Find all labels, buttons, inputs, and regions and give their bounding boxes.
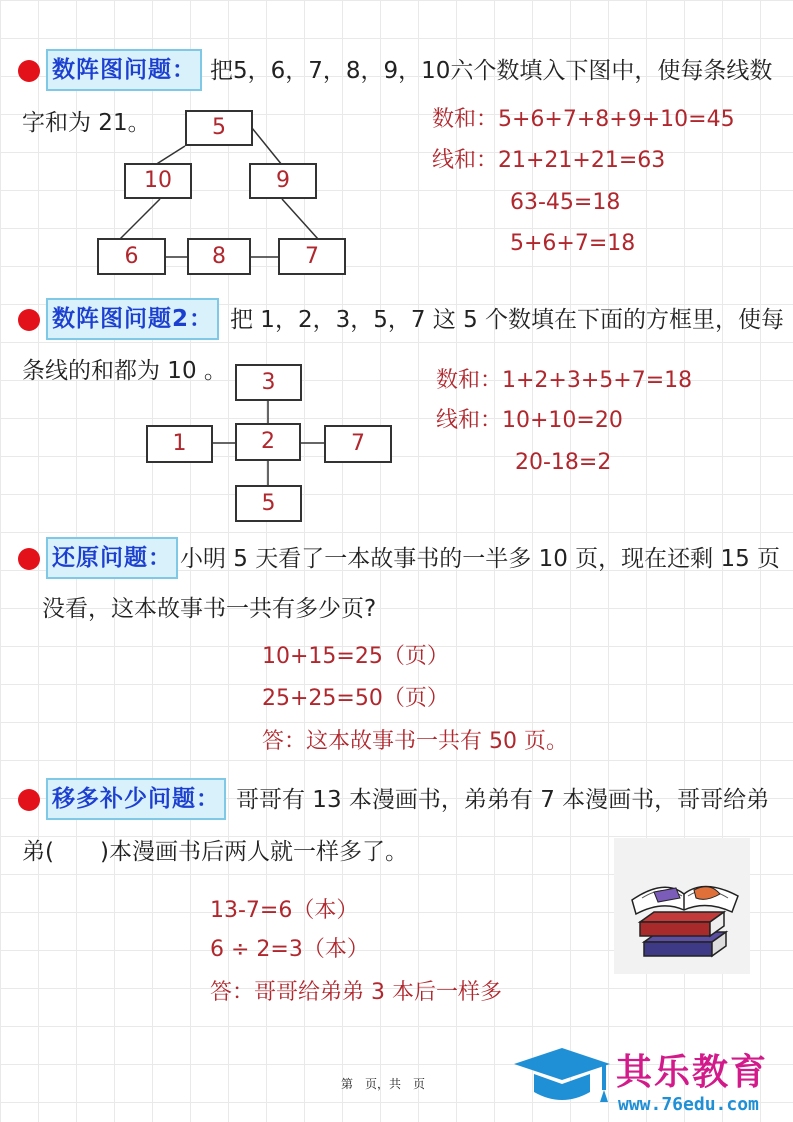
work-line: 63-45=18 <box>510 190 621 215</box>
work-line: 数和：1+2+3+5+7=18 <box>436 368 693 393</box>
graduation-cap-icon <box>510 1046 614 1112</box>
section-3-question-line-2: 没看，这本故事书一共有多少页? <box>42 596 377 622</box>
page-number: 第 页，共 页 <box>341 1077 426 1091</box>
section-3-tag: 还原问题： <box>46 537 178 579</box>
section-1-question-line-1: 把5，6，7，8，9，10六个数填入下图中，使每条线数 <box>210 58 773 84</box>
brand-name: 其乐教育 <box>616 1052 769 1093</box>
work-line: 25+25=50（页） <box>262 686 449 711</box>
section-2-question-line-2: 条线的和都为 10 。 <box>22 358 227 384</box>
section-1-question-line-2: 字和为 21。 <box>22 110 151 136</box>
bullet-dot <box>18 789 40 811</box>
work-line: 5+6+7=18 <box>510 231 636 256</box>
work-line: 数和：5+6+7+8+9+10=45 <box>432 107 735 132</box>
work-line: 6 ÷ 2=3（本） <box>210 937 369 962</box>
number-box-bottom-middle: 8 <box>187 238 251 275</box>
section-1-tag: 数阵图问题： <box>46 49 202 91</box>
number-box-bottom-right: 7 <box>278 238 346 275</box>
number-box-bottom: 5 <box>235 485 302 522</box>
work-line: 20-18=2 <box>515 450 612 475</box>
section-4-tag: 移多补少问题： <box>46 778 226 820</box>
number-box-left: 10 <box>124 163 192 199</box>
number-box-left: 1 <box>146 425 213 463</box>
number-box-bottom-left: 6 <box>97 238 166 275</box>
work-line: 线和：21+21+21=63 <box>432 148 666 173</box>
brand-url: www.76edu.com <box>618 1094 759 1115</box>
section-4-question-line-1: 哥哥有 13 本漫画书，弟弟有 7 本漫画书，哥哥给弟 <box>236 787 770 813</box>
section-2-tag: 数阵图问题2： <box>46 298 219 340</box>
section-2-question-line-1: 把 1，2，3，5，7 这 5 个数填在下面的方框里，使每 <box>230 307 785 333</box>
answer-line: 答：这本故事书一共有 50 页。 <box>262 729 568 754</box>
answer-line: 答：哥哥给弟弟 3 本后一样多 <box>210 980 502 1005</box>
work-line: 线和：10+10=20 <box>436 408 623 433</box>
work-line: 13-7=6（本） <box>210 898 359 923</box>
number-box-center: 2 <box>235 423 301 461</box>
work-line: 10+15=25（页） <box>262 644 449 669</box>
number-box-top: 3 <box>235 364 302 401</box>
number-box-top: 5 <box>185 110 253 146</box>
number-box-right: 7 <box>324 425 392 463</box>
stack-of-books-icon <box>614 838 750 974</box>
number-box-right: 9 <box>249 163 317 199</box>
section-3-question-line-1: 小明 5 天看了一本故事书的一半多 10 页，现在还剩 15 页 <box>180 546 781 572</box>
section-4-question-line-2: 弟( )本漫画书后两人就一样多了。 <box>22 839 408 865</box>
bullet-dot <box>18 548 40 570</box>
